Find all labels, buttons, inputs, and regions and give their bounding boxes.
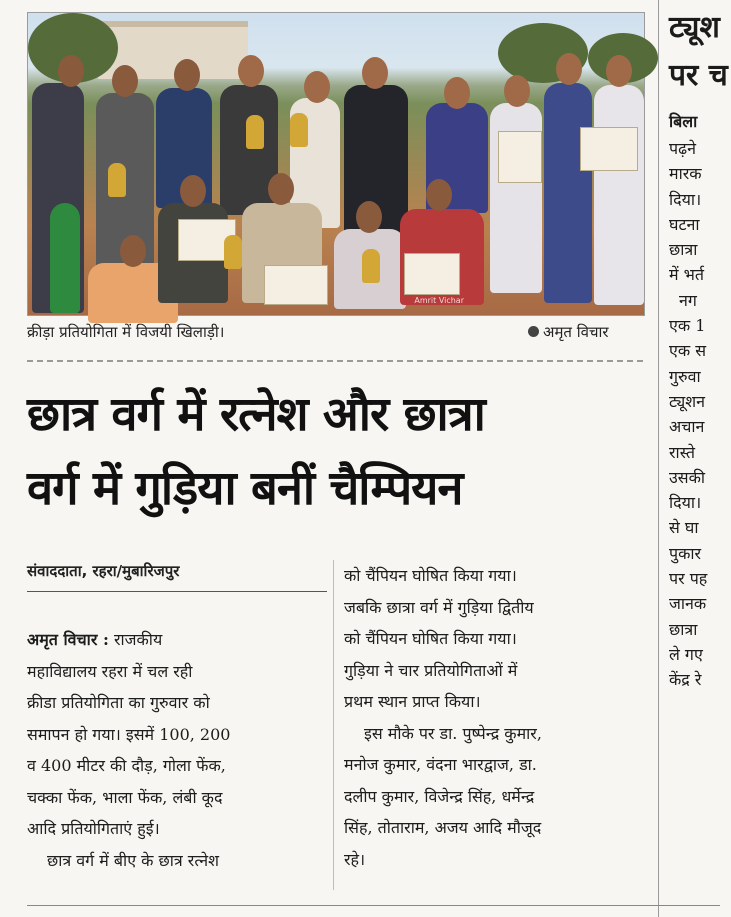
trophy bbox=[246, 115, 264, 149]
side-line: गुरुवा bbox=[669, 366, 701, 386]
bottom-rule bbox=[27, 905, 720, 906]
paragraph-line: चक्का फेंक, भाला फेंक, लंबी कूद bbox=[27, 787, 223, 807]
certificate bbox=[404, 253, 460, 295]
photo-caption: क्रीड़ा प्रतियोगिता में विजयी खिलाड़ी। bbox=[27, 323, 225, 341]
paragraph-line: व 400 मीटर की दौड़, गोला फेंक, bbox=[27, 756, 226, 775]
side-line: से घा bbox=[669, 518, 699, 538]
paragraph-line: सिंह, तोताराम, अजय आदि मौजूद bbox=[344, 818, 542, 837]
person-standing bbox=[50, 203, 80, 313]
side-line: केंद्र रे bbox=[669, 670, 702, 690]
person-standing bbox=[544, 83, 592, 303]
person-head bbox=[606, 55, 632, 87]
side-headline-line: पर च bbox=[669, 58, 728, 93]
paragraph-line: क्रीडा प्रतियोगिता का गुरुवार को bbox=[27, 693, 210, 712]
paragraph-line: महाविद्यालय रहरा में चल रही bbox=[27, 661, 193, 681]
side-line: दिया। bbox=[669, 493, 702, 513]
person-head bbox=[112, 65, 138, 97]
trophy bbox=[108, 163, 126, 197]
article-column-1 bbox=[27, 624, 323, 876]
person-head bbox=[120, 235, 146, 267]
photo-credit bbox=[528, 322, 609, 342]
headline-line: छात्र वर्ग में रत्नेश और छात्रा bbox=[27, 387, 485, 442]
paragraph-line: दलीप कुमार, विजेन्द्र सिंह, धर्मेन्द्र bbox=[344, 786, 535, 806]
paragraph-line: प्रथम स्थान प्राप्त किया। bbox=[344, 692, 481, 711]
person-head bbox=[504, 75, 530, 107]
certificate bbox=[498, 131, 542, 183]
adjacent-article-clipped bbox=[658, 0, 728, 917]
person-head bbox=[58, 55, 84, 87]
certificate bbox=[264, 265, 328, 305]
person-head bbox=[356, 201, 382, 233]
side-line: एक स bbox=[669, 341, 707, 361]
side-line: रास्ते bbox=[669, 442, 696, 462]
side-line: ट्यूशन bbox=[669, 391, 706, 411]
person-head bbox=[362, 57, 388, 89]
paragraph-line: आदि प्रतियोगिताएं हुई। bbox=[27, 819, 160, 838]
article-lead: अमृत विचार : bbox=[27, 630, 109, 649]
paragraph-line: को चैंपियन घोषित किया गया। bbox=[344, 566, 517, 585]
side-line: अचान bbox=[669, 417, 705, 437]
paragraph-line: गुड़िया ने चार प्रतियोगिताओं में bbox=[344, 660, 518, 680]
side-line: जानक bbox=[669, 594, 707, 614]
side-line: छात्रा bbox=[669, 619, 698, 639]
paragraph-line: जबकि छात्रा वर्ग में गुड़िया द्वितीय bbox=[344, 597, 534, 617]
article-column-2 bbox=[344, 560, 642, 875]
credit-label: अमृत विचार bbox=[543, 323, 609, 341]
side-line: ले गए bbox=[669, 644, 703, 664]
person-head bbox=[304, 71, 330, 103]
column-rule bbox=[333, 560, 334, 890]
person-head bbox=[556, 53, 582, 85]
person-head bbox=[268, 173, 294, 205]
trophy bbox=[224, 235, 242, 269]
paragraph-line: रहे। bbox=[344, 849, 366, 869]
trophy bbox=[290, 113, 308, 147]
news-photo bbox=[27, 12, 645, 316]
bullet-icon bbox=[528, 326, 539, 337]
side-line: घटना bbox=[669, 214, 700, 234]
paragraph-line: छात्र वर्ग में बीए के छात्र रत्नेश bbox=[47, 850, 220, 870]
side-line: उसकी bbox=[669, 467, 706, 487]
trophy bbox=[362, 249, 380, 283]
paragraph-line: समापन हो गया। इसमें 100, 200 bbox=[27, 724, 231, 744]
paragraph-line: मनोज कुमार, वंदना भारद्वाज, डा. bbox=[344, 755, 537, 774]
person-head bbox=[444, 77, 470, 109]
side-line: नग bbox=[679, 290, 697, 310]
side-line: में भर्त bbox=[669, 265, 705, 285]
person-standing bbox=[594, 85, 644, 305]
side-line: पुकार bbox=[669, 543, 702, 563]
side-line: एक 1 bbox=[669, 316, 706, 336]
person-head bbox=[180, 175, 206, 207]
byline: संवाददाता, रहरा/मुबारिजपुर bbox=[27, 562, 180, 580]
person-head bbox=[174, 59, 200, 91]
paragraph-line: अमृत विचार : राजकीय bbox=[27, 630, 163, 649]
dashed-divider bbox=[27, 360, 643, 362]
person-head bbox=[238, 55, 264, 87]
side-line: पढ़ने bbox=[669, 139, 696, 158]
headline-line: वर्ग में गुड़िया बनीं चैम्पियन bbox=[27, 461, 463, 516]
photo-watermark: Amrit Vichar bbox=[414, 296, 464, 305]
paragraph-line: इस मौके पर डा. पुष्पेन्द्र कुमार, bbox=[364, 723, 542, 743]
byline-rule bbox=[27, 591, 327, 592]
paragraph-line: को चैंपियन घोषित किया गया। bbox=[344, 629, 517, 648]
side-headline-line: ट्यूश bbox=[669, 10, 720, 45]
person-head bbox=[426, 179, 452, 211]
side-line: मारक bbox=[669, 164, 702, 184]
side-line: दिया। bbox=[669, 189, 702, 209]
side-lead: बिला bbox=[669, 112, 698, 131]
article-headline bbox=[27, 378, 647, 526]
side-line: पर पह bbox=[669, 569, 708, 589]
side-line: छात्रा bbox=[669, 240, 698, 260]
certificate bbox=[580, 127, 638, 171]
